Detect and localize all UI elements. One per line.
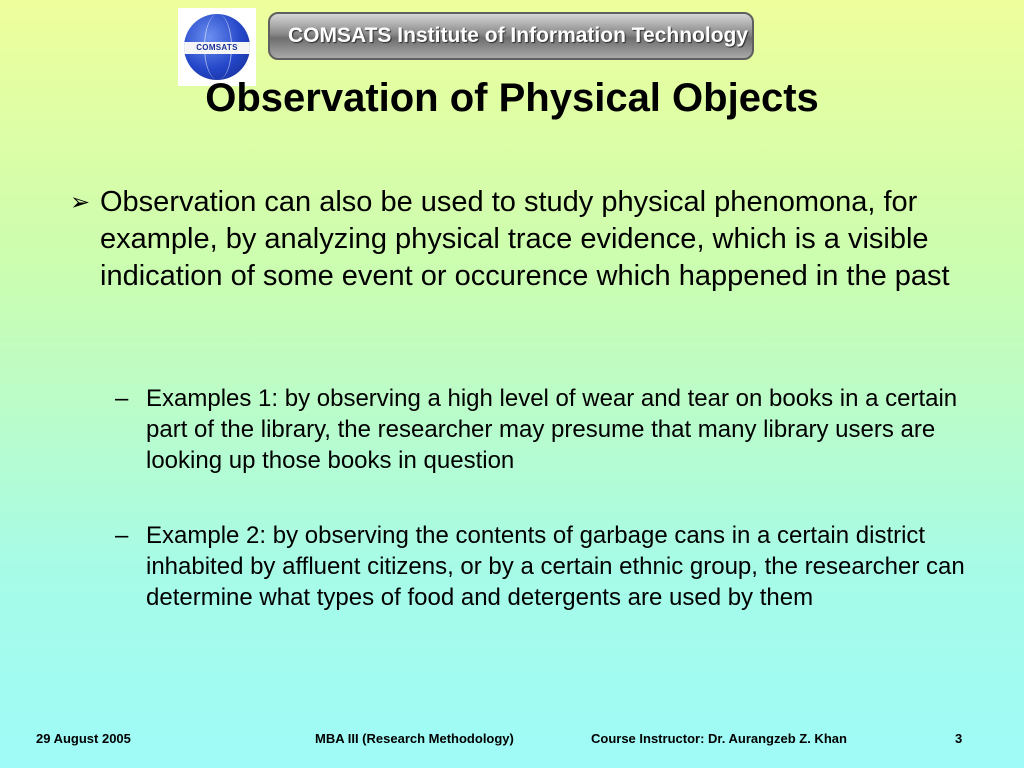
dash-bullet-icon: –	[115, 385, 129, 412]
sub-bullet	[115, 520, 975, 613]
logo-text: COMSATS	[184, 42, 250, 54]
sub-bullet-text: Example 2: by observing the contents of garbage cans in a certain district inhabited by affluent citizens, or by a certain ethnic group, the researcher can determine what types of food and detergents are used by them	[146, 522, 965, 611]
institute-banner: COMSATS Institute of Information Technology	[268, 12, 754, 60]
slide-title: Observation of Physical Objects	[205, 76, 819, 120]
main-bullet	[70, 184, 970, 295]
sub-bullet-text: Examples 1: by observing a high level of wear and tear on books in a certain part of the library, the researcher may presume that many library users are looking up those books in question	[146, 385, 958, 474]
main-bullet-text: Observation can also be used to study physical phenomona, for example, by analyzing physical trace evidence, which is a visible indication of some event or occurence which happened in the past	[100, 186, 950, 292]
footer-course: MBA III (Research Methodology)	[315, 731, 514, 746]
page-number: 3	[955, 731, 963, 746]
footer-instructor: Course Instructor: Dr. Aurangzeb Z. Khan	[591, 731, 847, 746]
arrow-bullet-icon: ➢	[70, 189, 91, 216]
dash-bullet-icon: –	[115, 522, 129, 549]
globe-icon	[184, 14, 250, 80]
sub-bullet	[115, 383, 975, 476]
footer-date: 29 August 2005	[36, 731, 131, 746]
